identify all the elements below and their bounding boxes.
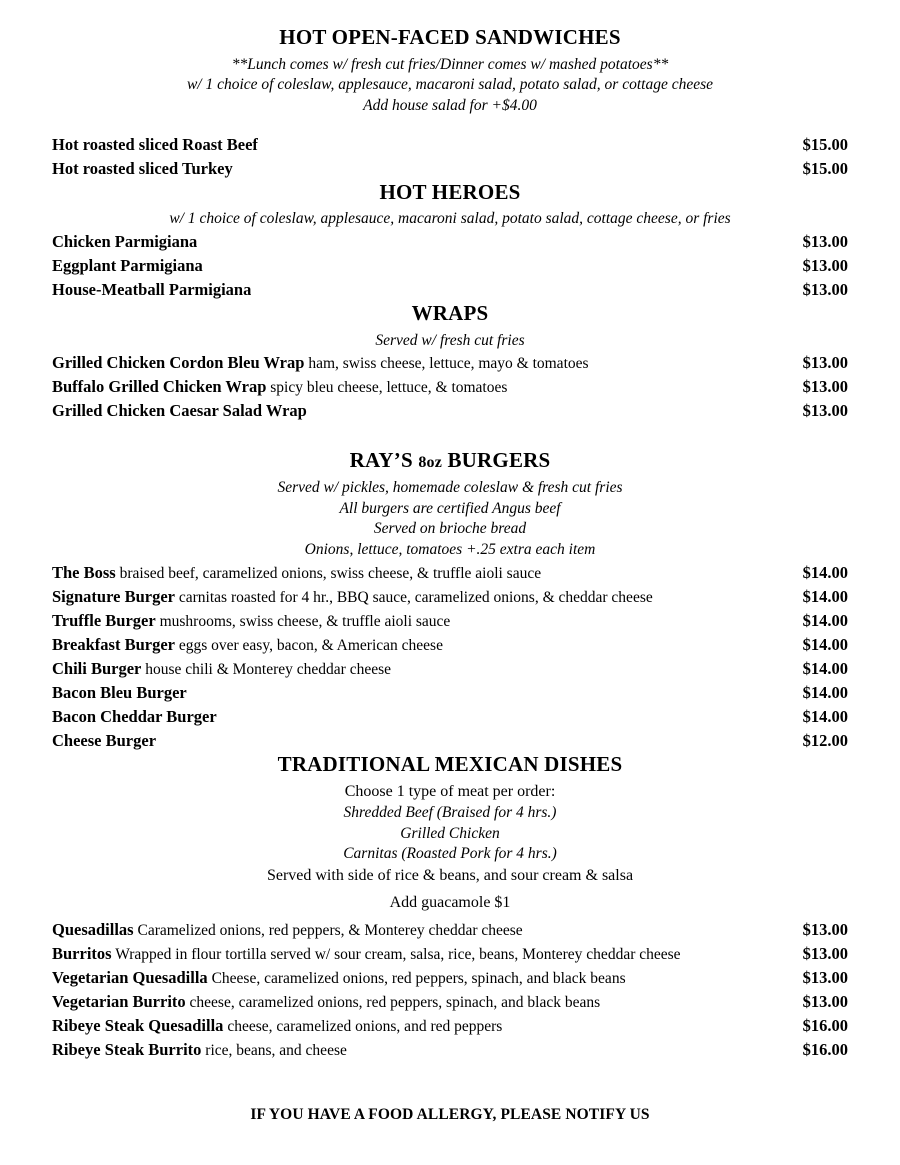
section-wraps [52,302,848,423]
menu-item-description: mushrooms, swiss cheese, & truffle aioli sauce [159,612,451,630]
section-note: Choose 1 type of meat per order: [344,783,556,801]
menu-item-name: Quesadillas [52,920,134,940]
menu-item-row[interactable] [52,278,848,302]
section-rays-burgers [52,449,848,753]
menu-item-price: $13.00 [802,256,848,276]
section-hot-heroes [52,181,848,302]
menu-item-entry [52,157,233,181]
section-items [52,561,848,753]
section-items [52,230,848,302]
menu-item-description: Caramelized onions, red peppers, & Monterey cheddar cheese [137,922,523,940]
menu-item-price: $13.00 [802,992,848,1012]
menu-item-row[interactable] [52,1038,848,1062]
menu-item-price: $13.00 [802,353,848,373]
menu-item-name: Eggplant Parmigiana [52,256,203,276]
menu-item-row[interactable] [52,399,848,423]
section-note: Grilled Chicken [400,824,500,842]
menu-item-price: $14.00 [802,658,848,678]
menu-item-entry [52,351,589,375]
section-title: TRADITIONAL MEXICAN DISHES [277,751,623,776]
menu-item-entry [52,561,541,585]
menu-item-description: Cheese, caramelized onions, red peppers, spinach, and black beans [211,970,626,988]
menu-item-name: Cheese Burger [52,730,157,750]
menu-item-name: Vegetarian Burrito [52,992,186,1012]
menu-item-row[interactable] [52,633,848,657]
menu-item-description: Wrapped in flour tortilla served w/ sour cream, salsa, rice, beans, Monterey cheddar cheese [115,946,681,964]
menu-item-name: Truffle Burger [52,610,156,630]
menu-item-row[interactable] [52,729,848,753]
menu-item-entry [52,990,600,1014]
menu-item-entry [52,1038,347,1062]
menu-item-entry [52,1014,502,1038]
section-note: Onions, lettuce, tomatoes +.25 extra each item [304,541,596,559]
menu-item-row[interactable] [52,1014,848,1038]
menu-item-row[interactable] [52,705,848,729]
menu-item-price: $15.00 [802,158,848,178]
menu-item-entry [52,966,626,990]
menu-item-name: The Boss [52,562,116,582]
menu-item-description: carnitas roasted for 4 hr., BBQ sauce, caramelized onions, & cheddar cheese [178,588,653,606]
menu-item-price: $16.00 [802,1040,848,1060]
menu-item-description: cheese, caramelized onions, and red peppers [227,1018,503,1036]
section-title-unit: 8oz [418,454,443,472]
section-note: All burgers are certified Angus beef [339,499,561,517]
menu-item-entry [52,729,156,753]
menu-item-description: spicy bleu cheese, lettuce, & tomatoes [270,379,508,397]
menu-item-row[interactable] [52,990,848,1014]
menu-item-name: Signature Burger [52,586,175,606]
menu-item-entry [52,705,217,729]
footer-spacer [52,1062,848,1106]
menu-item-price: $13.00 [802,944,848,964]
section-note: Shredded Beef (Braised for 4 hrs.) [343,803,557,821]
section-note: Add guacamole $1 [389,893,511,911]
menu-item-name: House-Meatball Parmigiana [52,280,252,300]
menu-item-price: $14.00 [802,706,848,726]
menu-item-price: $14.00 [802,682,848,702]
menu-item-price: $13.00 [802,920,848,940]
menu-item-entry [52,399,307,423]
menu-item-row[interactable] [52,585,848,609]
section-title [52,449,848,473]
menu-item-name: Grilled Chicken Cordon Bleu Wrap [52,353,305,373]
menu-item-entry [52,230,197,254]
top-spacer [52,0,848,26]
menu-item-description: cheese, caramelized onions, red peppers, spinach, and black beans [189,994,601,1012]
section-items [52,918,848,1062]
menu-item-row[interactable] [52,351,848,375]
menu-item-price: $13.00 [802,968,848,988]
menu-item-price: $14.00 [802,586,848,606]
menu-item-row[interactable] [52,157,848,181]
section-note: Carnitas (Roasted Pork for 4 hrs.) [343,845,557,863]
section-note: **Lunch comes w/ fresh cut fries/Dinner comes w/ mashed potatoes** [231,55,669,73]
section-items [52,133,848,181]
menu-item-row[interactable] [52,918,848,942]
section-note: Served on brioche bread [373,520,527,538]
section-note: w/ 1 choice of coleslaw, applesauce, macaroni salad, potato salad, or cottage cheese [186,76,714,94]
section-note: Served with side of rice & beans, and sour cream & salsa [266,867,634,885]
menu-item-row[interactable] [52,230,848,254]
menu-item-entry [52,633,443,657]
section-spacer [52,423,848,449]
menu-item-description: ham, swiss cheese, lettuce, mayo & tomatoes [308,355,589,373]
menu-item-description: braised beef, caramelized onions, swiss cheese, & truffle aioli sauce [119,564,542,582]
menu-item-price: $15.00 [802,134,848,154]
menu-item-name: Breakfast Burger [52,634,175,654]
menu-item-name: Chili Burger [52,658,142,678]
menu-item-entry [52,133,258,157]
menu-item-entry [52,375,507,399]
section-title: WRAPS [411,301,489,326]
menu-item-name: Buffalo Grilled Chicken Wrap [52,377,267,397]
menu-item-description: eggs over easy, bacon, & American cheese [178,636,443,654]
section-note: Served w/ fresh cut fries [375,331,525,349]
section-title-tail: BURGERS [442,448,551,473]
menu-item-entry [52,609,450,633]
menu-item-name: Burritos [52,944,112,964]
menu-item-price: $14.00 [802,562,848,582]
menu-item-row[interactable] [52,657,848,681]
section-note: Add house salad for +$4.00 [363,97,537,115]
menu-item-description: house chili & Monterey cheddar cheese [145,660,392,678]
menu-sheet [52,0,848,1124]
menu-item-name: Ribeye Steak Burrito [52,1040,202,1060]
menu-item-row[interactable] [52,942,848,966]
menu-item-name: Grilled Chicken Caesar Salad Wrap [52,401,307,421]
section-title: HOT HEROES [379,179,521,204]
allergy-notice: IF YOU HAVE A FOOD ALLERGY, PLEASE NOTIFY US [250,1106,650,1124]
section-note: w/ 1 choice of coleslaw, applesauce, macaroni salad, potato salad, cottage cheese, or fries [169,210,731,228]
menu-item-row[interactable] [52,375,848,399]
menu-item-price: $13.00 [802,232,848,252]
menu-item-price: $13.00 [802,377,848,397]
section-title-lead: RAY’S [349,448,419,473]
section-title: HOT OPEN-FACED SANDWICHES [279,25,621,49]
menu-item-row[interactable] [52,561,848,585]
menu-item-price: $16.00 [802,1016,848,1036]
menu-item-name: Ribeye Steak Quesadilla [52,1016,224,1036]
menu-item-name: Chicken Parmigiana [52,232,198,252]
menu-item-entry [52,918,523,942]
menu-item-price: $12.00 [802,730,848,750]
menu-item-name: Bacon Cheddar Burger [52,706,217,726]
menu-item-price: $14.00 [802,634,848,654]
menu-item-row[interactable] [52,254,848,278]
menu-item-name: Vegetarian Quesadilla [52,968,208,988]
menu-item-row[interactable] [52,609,848,633]
menu-item-price: $13.00 [802,401,848,421]
menu-item-entry [52,278,251,302]
menu-item-entry [52,657,391,681]
menu-item-entry [52,681,187,705]
menu-item-price: $13.00 [802,280,848,300]
section-items [52,351,848,423]
menu-item-row[interactable] [52,133,848,157]
section-note: Served w/ pickles, homemade coleslaw & fresh cut fries [277,478,623,496]
menu-item-entry [52,585,653,609]
menu-item-price: $14.00 [802,610,848,630]
menu-item-row[interactable] [52,681,848,705]
menu-item-name: Bacon Bleu Burger [52,682,187,702]
menu-item-entry [52,254,203,278]
menu-item-row[interactable] [52,966,848,990]
menu-item-name: Hot roasted sliced Roast Beef [52,134,258,154]
section-traditional-mexican-dishes [52,753,848,1062]
menu-item-entry [52,942,681,966]
section-hot-open-faced-sandwiches [52,26,848,181]
menu-item-name: Hot roasted sliced Turkey [52,158,233,178]
menu-item-description: rice, beans, and cheese [205,1042,347,1060]
